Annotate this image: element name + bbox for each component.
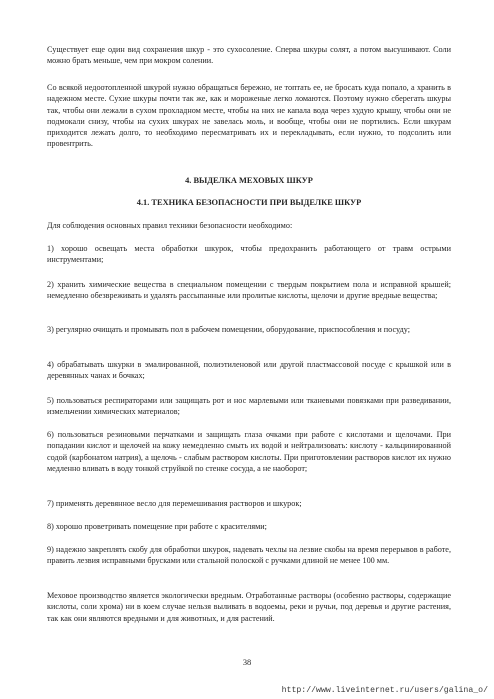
list-item-9: 9) надежно закреплять скобу для обработки шкурок, надевать чехлы на лезвие скобы на время перерывов в работе, править лезвия исправными брусками или стальной полоской с ручками длиной не менее 100 мм. bbox=[47, 545, 451, 566]
paragraph-storage: Со всякой недоотопленной шкурой нужно обращаться бережно, не топтать ее, не бросать куда попало, а хранить в надежном месте. Сухие шкуры почти так же, как и мороженые легко ломаются. Поэтому нужно сберегать шкуры так, чтобы они лежали в сухом прохладном месте, чтобы на них не капала вода через худую крышу, чтобы они не подмокали снизу, чтобы на сухих шкурах не завелась моль, и вообще, чтобы они не портились. Если шкурам приходится лежать долго, то необходимо пересматривать их и перекладывать, если нужно, то подсолить или провентрить. bbox=[47, 83, 451, 149]
paragraph-dry-salting: Существует еще один вид сохранения шкур - это сухосоление. Сперва шкуры солят, а потом высушивают. Соли можно брать меньше, чем при мокром солении. bbox=[47, 45, 451, 66]
paragraph-safety-intro: Для соблюдения основных правил техники безопасности необходимо: bbox=[47, 221, 293, 230]
list-item-2: 2) хранить химические вещества в специальном помещении с твердым покрытием пола и исправной крышей; немедленно обезвреживать и удалять рассыпанные или пролитые кислоты, щелочи и другие вредные вещества; bbox=[47, 280, 451, 301]
footer-url[interactable]: http://www.liveinternet.ru/users/galina_o/ bbox=[281, 686, 488, 695]
paragraph-ecology: Меховое производство является экологически вредным. Отработанные растворы (особенно растворы, содержащие кислоты, соли хрома) ни в коем случае нельзя выливать в водоемы, реки и ручьи, под деревья и другие растения, так как они являются вредными и для животных, и для растений. bbox=[47, 591, 451, 623]
page-number: 38 bbox=[242, 658, 252, 667]
chapter-heading: 4. ВЫДЕЛКА МЕХОВЫХ ШКУР bbox=[185, 176, 313, 185]
list-item-1: 1) хорошо освещать места обработки шкурок, чтобы предохранить работающего от травм острыми инструментами; bbox=[47, 244, 451, 265]
list-item-5: 5) пользоваться респираторами или защищать рот и нос марлевыми или тканевыми повязками при разведивании, измельчении химических материалов; bbox=[47, 396, 451, 417]
list-item-8: 8) хорошо проветривать помещение при работе с красителями; bbox=[47, 522, 267, 531]
list-item-6: 6) пользоваться резиновыми перчатками и защищать глаза очками при работе с кислотами и щелочами. При попадании кислот и щелочей на кожу немедленно смыть их водой и нейтрализовать: кислоту - кальцинированной содой (карбонатом натрия), а щелочь - слабым раствором кислоты. При приготовлении растворов кислот их нужно медленно вливать в воду тонкой струйкой по стенке сосуда, а не наоборот; bbox=[47, 430, 451, 473]
list-item-3: 3) регулярно очищать и промывать пол в рабочем помещении, оборудование, приспособления и посуду; bbox=[47, 325, 411, 334]
list-item-4: 4) обрабатывать шкурки в эмалированной, полиэтиленовой или другой пластмассовой посуде с крышкой или в деревянных чанах и бочках; bbox=[47, 360, 451, 381]
list-item-7: 7) применять деревянное весло для перемешивания растворов и шкурок; bbox=[47, 499, 302, 508]
section-heading: 4.1. ТЕХНИКА БЕЗОПАСНОСТИ ПРИ ВЫДЕЛКЕ ШКУР bbox=[136, 198, 362, 207]
